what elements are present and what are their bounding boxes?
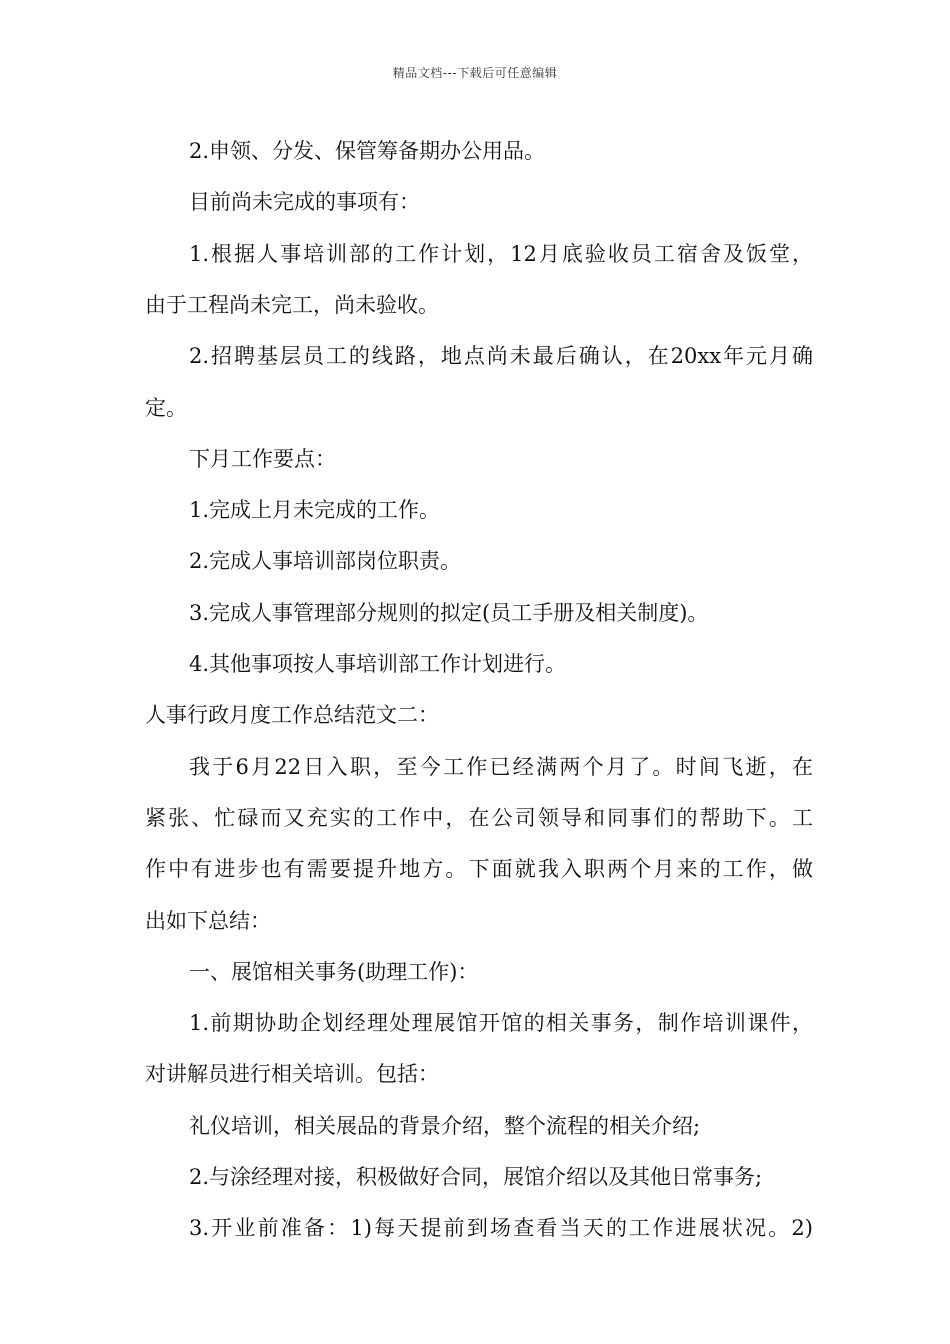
text-line: 作中有进步也有需要提升地方。下面就我入职两个月来的工作，做 (145, 857, 813, 882)
text-line: 1.根据人事培训部的工作计划，12月底验收员工宿舍及饭堂， (189, 241, 813, 266)
text-line: 目前尚未完成的事项有： (189, 190, 420, 215)
text-line: 2.申领、分发、保管筹备期办公用品。 (189, 139, 546, 163)
text-line: 由于工程尚未完工，尚未验收。 (145, 292, 439, 317)
text-line: 一、展馆相关事务(助理工作)： (189, 959, 479, 984)
text-line: 1.前期协助企划经理处理展馆开馆的相关事务，制作培训课件， (189, 1011, 813, 1036)
text-line: 人事行政月度工作总结范文二： (145, 703, 439, 728)
text-line: 1.完成上月未完成的工作。 (189, 498, 441, 523)
text-line: 2.与涂经理对接，积极做好合同，展馆介绍以及其他日常事务; (189, 1165, 763, 1189)
text-line: 下月工作要点： (189, 446, 336, 471)
page-header: 精品文档---下载后可任意编辑 (392, 66, 558, 80)
text-line: 3.完成人事管理部分规则的拟定(员工手册及相关制度)。 (189, 600, 709, 625)
text-line: 礼仪培训，相关展品的背景介绍，整个流程的相关介绍; (189, 1113, 701, 1138)
text-line: 2.完成人事培训部岗位职责。 (189, 549, 462, 574)
text-line: 紧张、忙碌而又充实的工作中，在公司领导和同事们的帮助下。工 (145, 805, 813, 830)
text-line: 3.开业前准备：1)每天提前到场查看当天的工作进展状况。2) (189, 1216, 813, 1241)
text-line: 出如下总结： (145, 908, 271, 933)
text-line: 4.其他事项按人事培训部工作计划进行。 (189, 652, 567, 676)
text-line: 我于6月22日入职，至今工作已经满两个月了。时间飞逝，在 (189, 754, 813, 779)
text-line: 2.招聘基层员工的线路，地点尚未最后确认，在20xx年元月确 (189, 344, 813, 369)
text-line: 对讲解员进行相关培训。包括： (145, 1062, 439, 1087)
text-line: 定。 (145, 395, 187, 420)
